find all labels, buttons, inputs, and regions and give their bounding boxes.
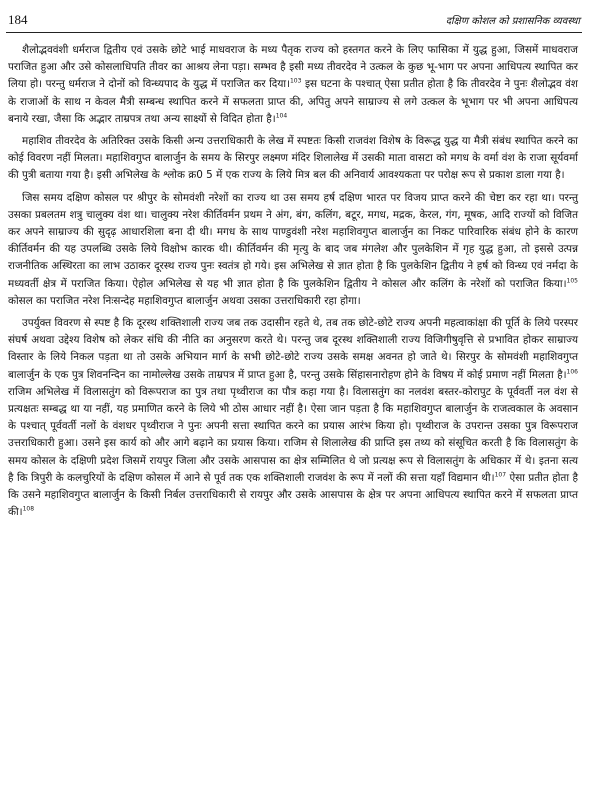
footnote-ref: 106 <box>566 368 578 376</box>
paragraph-text: राजिम अभिलेख में विलासतुंग को विरूपराज का पुत्र तथा पृथ्वीराज का पौत्र कहा गया है। विलासतुंग का नलवंश बस्तर-कोरापुट के पूर्ववर्ती नल वंश से प्रत्यक्षतः सम्बद्ध था या नहीं, यह प्रमाणित करने के लिये भी ठोस आधार नहीं है। ऐसा जान पड़ता है कि महाशिवगुप्त बालार्जुन के राजत्वकाल के अवसान के पश्चात् पूर्ववर्ती नलों के वंशधर पृथ्वीराज ने पुनः अपनी सत्ता स्थापित करने का प्रयास आरंभ किया हो। पृथ्वीराज के उपरान्त उसका पुत्र विरूपराज उत्तराधिकारी हुआ। उसने इस कार्य को और आगे बढ़ाने का प्रयास किया। राजिम से शिलालेख की प्राप्ति इस तथ्य को संसूचित करती है कि विलासतुंग के समय कोसल के दक्षिणी प्रदेश जिसमें रायपुर जिला और उसके आसपास का क्षेत्र सम्मिलित थे जो प्रत्यक्ष रूप से विलासतुंग के अधिकार में थे। इतना सत्य है कि त्रिपुरी के कलचुरियों के दक्षिण कोसल में आने से पूर्व तक एक शक्तिशाली राजवंश के रूप में नलों की सत्ता यहाँ विद्यमान थी। <box>8 385 579 484</box>
paragraph-text: जिस समय दक्षिण कोसल पर श्रीपुर के सोमवंशी नरेशों का राज्य था उस समय हर्ष दक्षिण भारत पर विजय प्राप्त करने की चेष्टा कर रहा था। परन्तु उसका प्रबलतम शत्रु चालुक्य वंश था। चालुक्य नरेश कीर्तिवर्मन प्रथम ने अंग, बंग, कलिंग, बटूर, मगध, मद्रक, केरल, गंग, मूषक, आदि राज्यों को विजित कर अपने साम्राज्य की सुदृढ़ आधारशिला बना दी थी। मगध के साथ पाण्डुवंशी नरेश महाशिवगुप्त बालार्जुन का निकट पारिवारिक संबंध होने के कारण कीर्तिवर्मन की यह उपलब्धि उसके लिये विक्षोभ कारक थी। कीर्तिवर्मन की मृत्यु के बाद जब मंगलेश और पुलकेशिन में गृह युद्ध हुआ, तो इससे उत्पन्न राजनीतिक अस्थिरता का लाभ उठाकर दूरस्थ राज्य पुनः स्वतंत्र हो गये। इस अभिलेख से ज्ञात होता है कि पुलकेशिन द्वितीय ने हर्ष को विन्ध्य एवं नर्मदा के मध्यवर्ती क्षेत्र में पराजित किया। ऐहोल अभिलेख से यह भी ज्ञात होता है कि पुलकेशिन द्वितीय ने कोसल और कलिंग के नरेशों को पराजित किया। <box>8 191 578 290</box>
paragraph-text: शैलोद्भववंशी धर्मराज द्वितीय एवं उसके छोटे भाई माधवराज के मध्य पैतृक राज्य को हस्तगत करने के लिए फासिका में युद्ध हुआ, जिसमें माधवराज पराजित हुआ और उसे कोसलाधिपति तीवर का आश्रय लेना पड़ा। सम्भव है इसी मध्य तीवरदेव ने उत्कल के कुछ भू-भाग पर अपना आधिपत्य स्थापित कर लिया हो। परन्तु धर्मराज ने दोनों को विन्ध्यपाद के युद्ध में पराजित कर दिया। <box>8 44 578 91</box>
paragraph <box>8 133 578 185</box>
footnote-ref: 107 <box>494 471 507 479</box>
footnote-ref: 108 <box>22 505 35 513</box>
paragraph <box>8 42 578 128</box>
paragraph-text: उपर्युक्त विवरण से स्पष्ट है कि दूरस्थ शक्तिशाली राज्य जब तक उदासीन रहते थे, तब तक छोटे-छोटे राज्य अपनी महत्वाकांक्षा की पूर्ति के लिये परस्पर संघर्ष अथवा उद्देश्य विशेष को लेकर संधि की नीति का अनुसरण करते थे। परन्तु जब दूरस्थ शक्तिशाली राज्य विजिगीषुवृत्ति से प्रभावित होकर साम्राज्य विस्तार के लिये निकल पड़ता था तो उसके अभियान मार्ग के सभी छोटे-छोटे राज्य उसके समक्ष अवनत हो जाते थे। सिरपुर के सोमवंशी महाशिवगुप्त बालार्जुन के एक पुत्र शिवनन्दिन का नामोल्लेख उसके ताम्रपत्र में प्राप्त हुआ है, परन्तु उसके सिंहासनारोहण होने के विषय में कोई प्रमाण नहीं मिलता है। <box>8 317 578 381</box>
paragraph-text: ऐसा प्रतीत होता है कि उसने महाशिवगुप्त बालार्जुन के किसी निर्बल उत्तराधिकारी से रायपुर और उसके आसपास के क्षेत्र पर अपना आधिपत्य स्थापित करने में सफलता प्राप्त की। <box>8 471 578 519</box>
running-title: दक्षिण कोशल को प्रशासनिक व्यवस्था <box>445 16 580 27</box>
body-text <box>8 42 578 526</box>
paragraph-text: महाशिव तीवरदेव के अतिरिक्त उसके किसी अन्य उत्तराधिकारी के लेख में स्पष्टतः किसी राजवंश विशेष के विरूद्ध युद्ध या मैत्री संबंध स्थापित करने का कोई विवरण नहीं मिलता। महाशिवगुप्त बालार्जुन के समय के सिरपुर लक्ष्मण मंदिर शिलालेख में उसकी माता वासटा को मगध के वर्मा वंश के राजा सूर्यवर्मा की पुत्री बताया गया है। इसी अभिलेख के श्लोक क्र0 5 में एक राज्य के लिये मित्र बल की अनिवार्य आवश्यकता पर परोक्ष रूप से प्रकाश डाला गया है। <box>8 135 578 182</box>
paragraph-text: इस घटना के पश्चात् ऐसा प्रतीत होता है कि तीवरदेव ने पुनः शैलोद्भव वंश के राजाओं के साथ न केवल मैत्री सम्बन्ध स्थापित करने में सफलता प्राप्त की, अपितु अपने साम्राज्य से लगे उत्कल के भूभाग पर भी अपना आधिपत्य बनाये रखा, जैसा कि अद्भार ताम्रपत्र तथा अन्य साक्ष्यों से विदित होता है। <box>8 78 578 125</box>
footnote-ref: 104 <box>275 112 288 120</box>
page-header <box>6 10 582 33</box>
footnote-ref: 105 <box>566 277 578 285</box>
page-number: 184 <box>8 12 28 27</box>
paragraph <box>8 190 578 310</box>
paragraph <box>8 315 578 521</box>
footnote-ref: 103 <box>289 77 302 85</box>
paragraph-text: कोसल का पराजित नरेश निःसन्देह महाशिवगुप्त बालार्जुन अथवा उसका उत्तराधिकारी रहा होगा। <box>8 294 361 307</box>
